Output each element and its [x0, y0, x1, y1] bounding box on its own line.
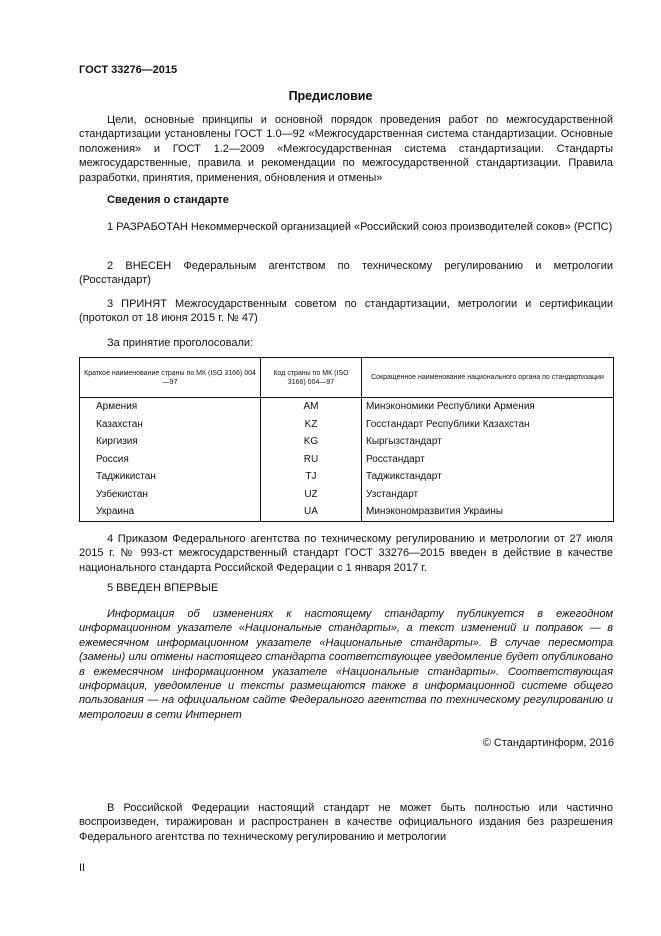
table-row: [80, 468, 614, 486]
code-cell: AM: [261, 398, 362, 416]
item-enacted: 4 Приказом Федерального агентства по техническому регулированию и метрологии от 27 июля 2015 г. № 993-ст межгосударственный стандарт ГОСТ 33276—2015 введен в действие в качестве национального стандарта Российской Федерации с 1 января 2017 г.: [79, 533, 613, 574]
table-row: [80, 433, 614, 451]
voted-label: За принятие проголосовали:: [107, 337, 254, 349]
amendments-notice: Информация об изменениях к настоящему стандарту публикуется в ежегодном информационном указателе «Национальные стандарты», а текст изменений и поправок — в ежемесячном информационном указателе «Национальные стандарты». В случае пересмотра (замены) или отмены настоящего стандарта соответствующее уведомление будет опубликовано в ежемесячном информационном указателе «Национальные стандарты». Соответствующая информация, уведомление и тексты размещаются также в информационной системе общего пользования — на официальном сайте Федерального агентства по техническому регулированию и метрологии в сети Интернет: [79, 608, 613, 721]
table-row: [80, 416, 614, 434]
header-body: Сокращенное наименование национального органа по стандартизации: [362, 358, 614, 398]
body-cell: Таджикстандарт: [362, 468, 614, 486]
country-cell: Россия: [80, 451, 261, 469]
code-cell: RU: [261, 451, 362, 469]
table-row: [80, 451, 614, 469]
body-cell: Госстандарт Республики Казахстан: [362, 416, 614, 434]
country-cell: Казахстан: [80, 416, 261, 434]
standard-code-header: ГОСТ 33276—2015: [79, 64, 178, 76]
body-cell: Узстандарт: [362, 486, 614, 504]
item-developed: 1 РАЗРАБОТАН Некоммерческой организацией «Российский союз производителей соков» (РСПС): [107, 221, 613, 233]
reproduction-notice: В Российской Федерации настоящий стандарт не может быть полностью или частично воспроизведен, тиражирован и распространен в качестве официального издания без разрешения Федерального агентства по техническому регулированию и метрологии: [79, 802, 613, 843]
foreword-title: Предисловие: [288, 89, 373, 103]
country-cell: Узбекистан: [80, 486, 261, 504]
code-cell: UZ: [261, 486, 362, 504]
item-first-introduced: 5 ВВЕДЕН ВПЕРВЫЕ: [107, 582, 219, 594]
body-cell: Минэкономразвития Украины: [362, 503, 614, 521]
copyright-notice: © Стандартинформ, 2016: [482, 737, 614, 749]
section-title: Сведения о стандарте: [107, 194, 229, 206]
code-cell: KZ: [261, 416, 362, 434]
table-header-row: [80, 358, 614, 398]
item-submitted: 2 ВНЕСЕН Федеральным агентством по техническому регулированию и метрологии (Росстандарт): [79, 260, 613, 287]
country-cell: Армения: [80, 398, 261, 416]
voting-table: [79, 357, 614, 522]
country-cell: Киргизия: [80, 433, 261, 451]
code-cell: UA: [261, 503, 362, 521]
foreword-intro-paragraph: Цели, основные принципы и основной порядок проведения работ по межгосударственной стандартизации установлены ГОСТ 1.0—92 «Межгосударственная система стандартизации. Основные положения» и ГОСТ 1.2—2009 «Межгосударственная система стандартизации. Стандарты межгосударственные, правила и рекомендации по межгосударственной стандартизации. Правила разработки, принятия, применения, обновления и отмены»: [79, 114, 613, 184]
country-cell: Украина: [80, 503, 261, 521]
code-cell: KG: [261, 433, 362, 451]
table-row: [80, 486, 614, 504]
code-cell: TJ: [261, 468, 362, 486]
page-number: II: [79, 862, 86, 874]
body-cell: Кыргызстандарт: [362, 433, 614, 451]
item-adopted: 3 ПРИНЯТ Межгосударственным советом по стандартизации, метрологии и сертификации (протокол от 18 июня 2015 г. № 47): [79, 298, 613, 325]
header-code: Код страны по МК (ISO 3166) 004—97: [261, 358, 362, 398]
body-cell: Росстандарт: [362, 451, 614, 469]
country-cell: Таджикистан: [80, 468, 261, 486]
table-row: [80, 503, 614, 521]
header-country: Краткое наименование страны по МК (ISO 3166) 004—97: [80, 358, 261, 398]
body-cell: Минэкономики Республики Армения: [362, 398, 614, 416]
table-row: [80, 398, 614, 416]
